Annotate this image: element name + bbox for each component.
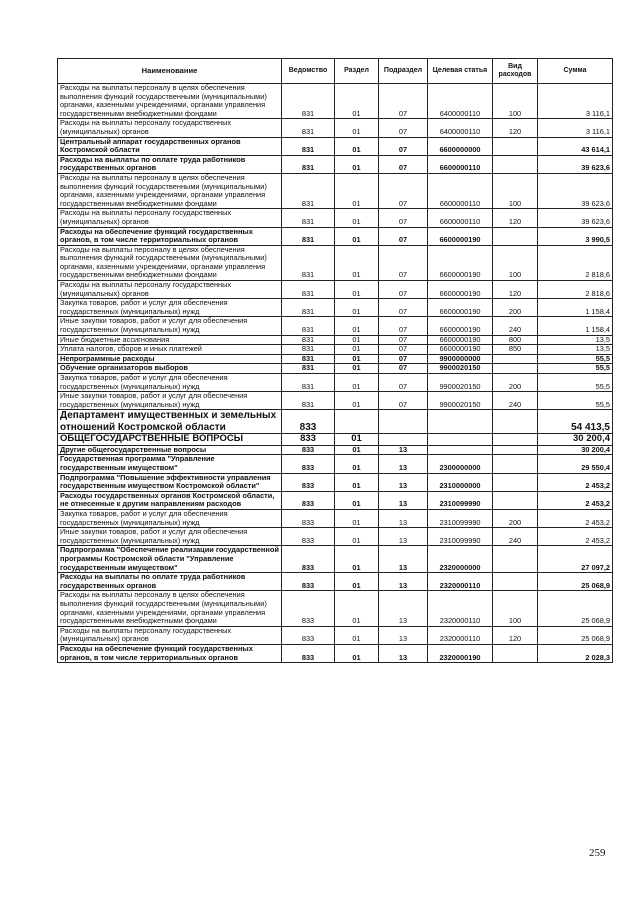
cell-ved: 833 — [282, 573, 335, 591]
cell-cs: 6600000110 — [428, 155, 493, 173]
cell-vr: 850 — [493, 345, 538, 355]
table-row — [58, 227, 613, 245]
cell-cs: 9900020150 — [428, 374, 493, 392]
cell-sum: 43 614,1 — [538, 137, 613, 155]
header-name: Наименование — [58, 59, 282, 84]
cell-vr: 120 — [493, 119, 538, 137]
cell-sum: 54 413,5 — [538, 410, 613, 434]
cell-ved: 833 — [282, 626, 335, 644]
cell-ved: 833 — [282, 510, 335, 528]
cell-sum: 30 200,4 — [538, 445, 613, 455]
cell-podrazdel — [379, 410, 428, 434]
cell-cs: 6600000110 — [428, 209, 493, 227]
cell-name: Подпрограмма "Повышение эффективности управления государственным имуществом Костромской области" — [58, 473, 282, 491]
cell-ved: 833 — [282, 473, 335, 491]
cell-ved: 833 — [282, 455, 335, 473]
cell-razdel: 01 — [335, 434, 379, 446]
cell-sum: 3 116,1 — [538, 119, 613, 137]
cell-ved: 831 — [282, 364, 335, 374]
table-row — [58, 155, 613, 173]
cell-ved: 831 — [282, 345, 335, 355]
cell-name: ОБЩЕГОСУДАРСТВЕННЫЕ ВОПРОСЫ — [58, 434, 282, 446]
cell-ved: 833 — [282, 546, 335, 573]
table-row — [58, 335, 613, 345]
cell-ved: 831 — [282, 335, 335, 345]
cell-podrazdel: 07 — [379, 374, 428, 392]
cell-vr: 240 — [493, 317, 538, 335]
cell-name: Иные бюджетные ассигнования — [58, 335, 282, 345]
cell-name: Расходы на выплаты персоналу в целях обеспечения выполнения функций государственными (муниципальными) органами, казенными учреждениями, органами управления государственными внебюджетными фондами — [58, 591, 282, 626]
table-row — [58, 434, 613, 446]
cell-name: Расходы на выплаты по оплате труда работников государственных органов — [58, 155, 282, 173]
table-row — [58, 345, 613, 355]
cell-name: Расходы на выплаты персоналу государственных (муниципальных) органов — [58, 119, 282, 137]
cell-vr: 240 — [493, 528, 538, 546]
cell-vr: 100 — [493, 591, 538, 626]
cell-name: Другие общегосударственные вопросы — [58, 445, 282, 455]
cell-podrazdel: 07 — [379, 119, 428, 137]
cell-cs: 6600000190 — [428, 345, 493, 355]
cell-ved: 833 — [282, 491, 335, 509]
cell-sum: 25 068,9 — [538, 626, 613, 644]
cell-razdel: 01 — [335, 473, 379, 491]
cell-ved: 831 — [282, 317, 335, 335]
cell-sum: 2 818,6 — [538, 281, 613, 299]
cell-cs: 2300000000 — [428, 455, 493, 473]
cell-cs: 9900020150 — [428, 392, 493, 410]
cell-razdel: 01 — [335, 455, 379, 473]
table-row — [58, 528, 613, 546]
header-sum: Сумма — [538, 59, 613, 84]
cell-ved: 833 — [282, 410, 335, 434]
cell-vr — [493, 354, 538, 364]
cell-name: Уплата налогов, сборов и иных платежей — [58, 345, 282, 355]
cell-vr: 240 — [493, 392, 538, 410]
table-row — [58, 364, 613, 374]
cell-ved: 831 — [282, 245, 335, 280]
table-row — [58, 546, 613, 573]
cell-cs: 2320000110 — [428, 573, 493, 591]
cell-podrazdel: 13 — [379, 573, 428, 591]
cell-razdel: 01 — [335, 644, 379, 662]
cell-podrazdel: 07 — [379, 345, 428, 355]
cell-podrazdel: 13 — [379, 546, 428, 573]
cell-vr — [493, 573, 538, 591]
cell-cs: 2310099990 — [428, 510, 493, 528]
table-row — [58, 374, 613, 392]
cell-vr — [493, 546, 538, 573]
cell-ved: 831 — [282, 299, 335, 317]
cell-sum: 2 453,2 — [538, 473, 613, 491]
cell-razdel: 01 — [335, 546, 379, 573]
cell-cs: 2310099990 — [428, 491, 493, 509]
cell-sum: 2 028,3 — [538, 644, 613, 662]
cell-cs: 2320000110 — [428, 626, 493, 644]
cell-name: Иные закупки товаров, работ и услуг для обеспечения государственных (муниципальных) нужд — [58, 317, 282, 335]
cell-name: Центральный аппарат государственных органов Костромской области — [58, 137, 282, 155]
table-row — [58, 491, 613, 509]
table-row — [58, 455, 613, 473]
cell-razdel: 01 — [335, 573, 379, 591]
cell-razdel: 01 — [335, 227, 379, 245]
header-cs: Целевая статья — [428, 59, 493, 84]
cell-vr: 100 — [493, 245, 538, 280]
cell-sum: 39 623,6 — [538, 173, 613, 208]
cell-name: Расходы на выплаты по оплате труда работников государственных органов — [58, 573, 282, 591]
cell-sum: 2 453,2 — [538, 528, 613, 546]
table-header-row — [58, 59, 613, 84]
cell-razdel: 01 — [335, 591, 379, 626]
cell-razdel: 01 — [335, 155, 379, 173]
cell-razdel: 01 — [335, 281, 379, 299]
cell-cs: 6600000190 — [428, 245, 493, 280]
cell-razdel: 01 — [335, 374, 379, 392]
header-vr: Вид расходов — [493, 59, 538, 84]
cell-vr: 800 — [493, 335, 538, 345]
cell-name: Департамент имущественных и земельных отношений Костромской области — [58, 410, 282, 434]
cell-cs — [428, 445, 493, 455]
cell-vr: 200 — [493, 374, 538, 392]
cell-name: Расходы на выплаты персоналу государственных (муниципальных) органов — [58, 281, 282, 299]
cell-razdel: 01 — [335, 84, 379, 119]
cell-sum: 55,5 — [538, 364, 613, 374]
cell-ved: 831 — [282, 155, 335, 173]
cell-podrazdel: 13 — [379, 626, 428, 644]
cell-name: Иные закупки товаров, работ и услуг для обеспечения государственных (муниципальных) нужд — [58, 392, 282, 410]
cell-ved: 831 — [282, 173, 335, 208]
cell-podrazdel: 07 — [379, 364, 428, 374]
cell-razdel: 01 — [335, 445, 379, 455]
cell-name: Расходы на обеспечение функций государственных органов, в том числе территориальных органов — [58, 644, 282, 662]
cell-cs: 2320000000 — [428, 546, 493, 573]
cell-razdel: 01 — [335, 392, 379, 410]
cell-ved: 831 — [282, 227, 335, 245]
cell-sum: 2 453,2 — [538, 491, 613, 509]
cell-name: Расходы на выплаты персоналу государственных (муниципальных) органов — [58, 626, 282, 644]
cell-razdel: 01 — [335, 354, 379, 364]
cell-razdel: 01 — [335, 345, 379, 355]
table-row — [58, 510, 613, 528]
cell-razdel: 01 — [335, 528, 379, 546]
cell-podrazdel: 13 — [379, 473, 428, 491]
cell-sum: 30 200,4 — [538, 434, 613, 446]
table-row — [58, 209, 613, 227]
cell-sum: 13,5 — [538, 345, 613, 355]
cell-podrazdel: 07 — [379, 227, 428, 245]
cell-razdel: 01 — [335, 510, 379, 528]
cell-razdel: 01 — [335, 335, 379, 345]
cell-vr: 200 — [493, 510, 538, 528]
cell-podrazdel — [379, 434, 428, 446]
cell-podrazdel: 07 — [379, 281, 428, 299]
cell-ved: 833 — [282, 445, 335, 455]
cell-cs: 6600000190 — [428, 335, 493, 345]
cell-cs: 9900020150 — [428, 364, 493, 374]
cell-cs — [428, 434, 493, 446]
cell-vr — [493, 434, 538, 446]
cell-sum: 25 068,9 — [538, 573, 613, 591]
page-number: 259 — [589, 847, 606, 859]
cell-cs: 9900000000 — [428, 354, 493, 364]
cell-ved: 831 — [282, 374, 335, 392]
cell-razdel — [335, 410, 379, 434]
cell-cs: 2310099990 — [428, 528, 493, 546]
cell-name: Расходы на выплаты персоналу государственных (муниципальных) органов — [58, 209, 282, 227]
cell-sum: 1 158,4 — [538, 317, 613, 335]
cell-vr — [493, 410, 538, 434]
cell-name: Закупка товаров, работ и услуг для обеспечения государственных (муниципальных) нужд — [58, 374, 282, 392]
cell-razdel: 01 — [335, 491, 379, 509]
cell-podrazdel: 07 — [379, 392, 428, 410]
cell-podrazdel: 07 — [379, 137, 428, 155]
header-razdel: Раздел — [335, 59, 379, 84]
table-row — [58, 392, 613, 410]
cell-podrazdel: 13 — [379, 491, 428, 509]
cell-sum: 25 068,9 — [538, 591, 613, 626]
cell-sum: 39 623,6 — [538, 209, 613, 227]
cell-vr: 120 — [493, 209, 538, 227]
cell-cs: 6600000190 — [428, 281, 493, 299]
cell-cs: 6400000110 — [428, 119, 493, 137]
cell-cs: 6600000000 — [428, 137, 493, 155]
table-row — [58, 119, 613, 137]
cell-podrazdel: 13 — [379, 445, 428, 455]
cell-cs: 6600000190 — [428, 299, 493, 317]
header-podrazdel: Подраздел — [379, 59, 428, 84]
table-row — [58, 473, 613, 491]
cell-sum: 13,5 — [538, 335, 613, 345]
cell-podrazdel: 07 — [379, 299, 428, 317]
cell-vr: 120 — [493, 281, 538, 299]
table-row — [58, 299, 613, 317]
cell-name: Расходы на выплаты персоналу в целях обеспечения выполнения функций государственными (муниципальными) органами, казенными учреждениями, органами управления государственными внебюджетными фондами — [58, 173, 282, 208]
header-ved: Ведомство — [282, 59, 335, 84]
cell-podrazdel: 07 — [379, 173, 428, 208]
cell-cs — [428, 410, 493, 434]
cell-vr — [493, 455, 538, 473]
cell-name: Обучение организаторов выборов — [58, 364, 282, 374]
cell-podrazdel: 07 — [379, 354, 428, 364]
cell-cs: 2310000000 — [428, 473, 493, 491]
cell-ved: 833 — [282, 644, 335, 662]
cell-vr — [493, 644, 538, 662]
cell-name: Непрограммные расходы — [58, 354, 282, 364]
cell-podrazdel: 07 — [379, 209, 428, 227]
cell-razdel: 01 — [335, 119, 379, 137]
table-body — [58, 84, 613, 663]
table-row — [58, 644, 613, 662]
cell-sum: 1 158,4 — [538, 299, 613, 317]
table-row — [58, 410, 613, 434]
cell-razdel: 01 — [335, 364, 379, 374]
cell-vr — [493, 227, 538, 245]
budget-table — [57, 58, 613, 663]
table-row — [58, 317, 613, 335]
cell-sum: 29 550,4 — [538, 455, 613, 473]
cell-podrazdel: 07 — [379, 317, 428, 335]
cell-ved: 831 — [282, 137, 335, 155]
cell-ved: 833 — [282, 591, 335, 626]
table-row — [58, 84, 613, 119]
cell-podrazdel: 13 — [379, 528, 428, 546]
cell-vr — [493, 473, 538, 491]
cell-vr: 100 — [493, 173, 538, 208]
cell-razdel: 01 — [335, 317, 379, 335]
cell-ved: 831 — [282, 281, 335, 299]
cell-razdel: 01 — [335, 626, 379, 644]
table-row — [58, 591, 613, 626]
cell-cs: 6400000110 — [428, 84, 493, 119]
cell-sum: 27 097,2 — [538, 546, 613, 573]
cell-razdel: 01 — [335, 137, 379, 155]
cell-name: Расходы на выплаты персоналу в целях обеспечения выполнения функций государственными (муниципальными) органами, казенными учреждениями, органами управления государственными внебюджетными фондами — [58, 245, 282, 280]
cell-podrazdel: 13 — [379, 455, 428, 473]
table-row — [58, 445, 613, 455]
table-row — [58, 137, 613, 155]
cell-sum: 55,5 — [538, 392, 613, 410]
cell-name: Подпрограмма "Обеспечение реализации государственной программы Костромской области "Управление государственным имуществом" — [58, 546, 282, 573]
cell-sum: 2 818,6 — [538, 245, 613, 280]
cell-sum: 55,5 — [538, 354, 613, 364]
cell-ved: 831 — [282, 392, 335, 410]
cell-podrazdel: 07 — [379, 155, 428, 173]
cell-podrazdel: 07 — [379, 245, 428, 280]
cell-sum: 55,5 — [538, 374, 613, 392]
cell-cs: 2320000110 — [428, 591, 493, 626]
table-row — [58, 245, 613, 280]
cell-ved: 831 — [282, 119, 335, 137]
cell-name: Государственная программа "Управление государственным имуществом" — [58, 455, 282, 473]
cell-ved: 831 — [282, 354, 335, 364]
cell-name: Закупка товаров, работ и услуг для обеспечения государственных (муниципальных) нужд — [58, 510, 282, 528]
cell-vr: 200 — [493, 299, 538, 317]
cell-vr: 120 — [493, 626, 538, 644]
cell-sum: 3 116,1 — [538, 84, 613, 119]
table-row — [58, 573, 613, 591]
cell-cs: 6600000190 — [428, 227, 493, 245]
cell-cs: 2320000190 — [428, 644, 493, 662]
cell-vr — [493, 491, 538, 509]
cell-podrazdel: 07 — [379, 84, 428, 119]
cell-razdel: 01 — [335, 173, 379, 208]
cell-name: Иные закупки товаров, работ и услуг для обеспечения государственных (муниципальных) нужд — [58, 528, 282, 546]
cell-name: Расходы на обеспечение функций государственных органов, в том числе территориальных органов — [58, 227, 282, 245]
cell-sum: 2 453,2 — [538, 510, 613, 528]
cell-name: Закупка товаров, работ и услуг для обеспечения государственных (муниципальных) нужд — [58, 299, 282, 317]
table-row — [58, 281, 613, 299]
cell-cs: 6600000110 — [428, 173, 493, 208]
table-row — [58, 354, 613, 364]
cell-podrazdel: 13 — [379, 644, 428, 662]
cell-ved: 831 — [282, 84, 335, 119]
table-row — [58, 626, 613, 644]
cell-razdel: 01 — [335, 245, 379, 280]
cell-ved: 833 — [282, 434, 335, 446]
cell-sum: 3 990,5 — [538, 227, 613, 245]
cell-vr — [493, 137, 538, 155]
cell-podrazdel: 13 — [379, 510, 428, 528]
cell-ved: 831 — [282, 209, 335, 227]
cell-name: Расходы государственных органов Костромской области, не отнесенные к другим направлениям расходов — [58, 491, 282, 509]
cell-vr: 100 — [493, 84, 538, 119]
cell-vr — [493, 445, 538, 455]
cell-name: Расходы на выплаты персоналу в целях обеспечения выполнения функций государственными (муниципальными) органами, казенными учреждениями, органами управления государственными внебюджетными фондами — [58, 84, 282, 119]
cell-podrazdel: 07 — [379, 335, 428, 345]
cell-ved: 833 — [282, 528, 335, 546]
cell-podrazdel: 13 — [379, 591, 428, 626]
cell-vr — [493, 155, 538, 173]
cell-vr — [493, 364, 538, 374]
cell-razdel: 01 — [335, 299, 379, 317]
table-row — [58, 173, 613, 208]
cell-sum: 39 623,6 — [538, 155, 613, 173]
cell-cs: 6600000190 — [428, 317, 493, 335]
cell-razdel: 01 — [335, 209, 379, 227]
